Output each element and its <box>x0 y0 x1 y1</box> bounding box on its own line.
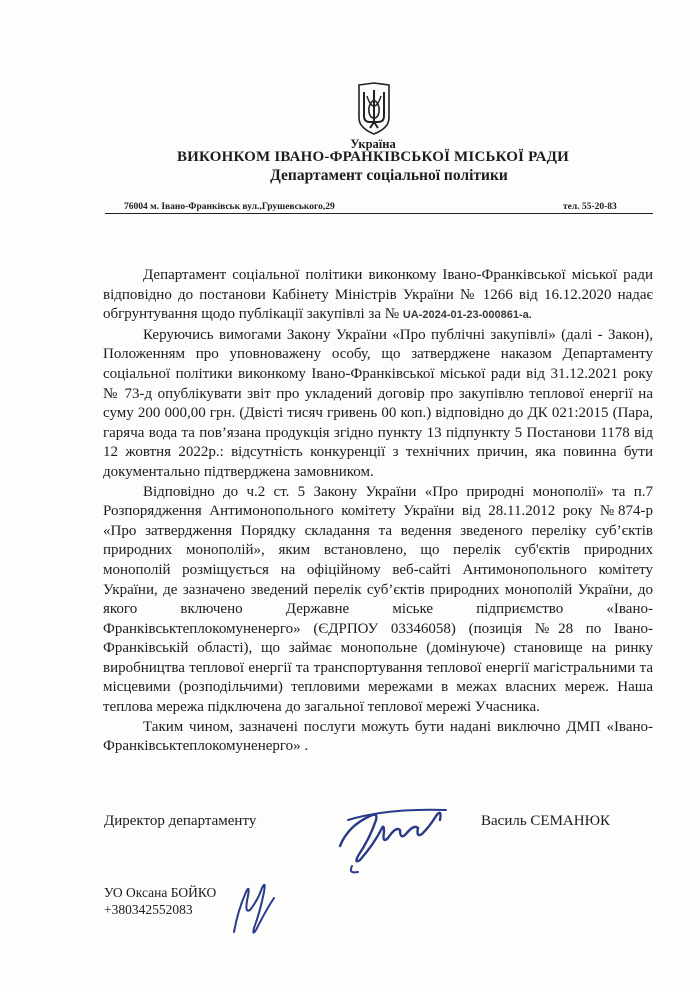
letter-body <box>103 266 653 757</box>
director-signature <box>318 786 458 886</box>
procurement-id: UA-2024-01-23-000861-a. <box>402 309 532 322</box>
paragraph-2: Керуючись вимогами Закону України «Про публічні закупівлі» (далі - Закон), Положенням про уповноважену особу, що затверджене наказом Департаменту соціальної політики виконкому Івано-Франківської міської ради від 31.12.2021 року № 73-д опублікувати звіт про укладений договір про закупівлю теплової енергії на суму 200 000,00 грн. (Двісті тисяч гривень 00 коп.) відповідно до ДК 021:2015 (Пара, гаряча вода та пов’язана продукція згідно пункту 13 підпункту 5 Постанови 1178 від 12 жовтня 2022р.: відсутність конкуренції з технічних причин, яка повинна бути документально підтверджена замовником. <box>103 326 653 480</box>
trident-emblem-icon <box>356 82 392 136</box>
department-name: Департамент соціальної політики <box>270 167 508 184</box>
organization-name: ВИКОНКОМ ІВАНО-ФРАНКІВСЬКОЇ МІСЬКОЇ РАДИ <box>176 149 570 165</box>
paragraph-1 <box>103 266 653 326</box>
phone: тел. 55-20-83 <box>563 202 617 212</box>
paragraph-1-text: Департамент соціальної політики виконкому Івано-Франківської міської ради відповідно до постанови Кабінету Міністрів України № 1266 від 16.12.2020 надає обгрунтування щодо публікації закупівлі за № <box>103 267 653 323</box>
header-divider <box>105 213 653 214</box>
executor-phone: +380342552083 <box>104 902 193 917</box>
paragraph-3: Відповідно до ч.2 ст. 5 Закону України «Про природні монополії» та п.7 Розпорядження Антимонопольного комітету України від 28.11.2012 року №874-р «Про затвердження Порядку складання та ведення зведеного переліку суб’єктів природних монополій», яким встановлено, що перелік суб'єктів природних монополій розміщується на офіційному веб-сайті Антимонопольного комітету України, де зазначено зведений перелік суб’єктів природних монополій України, до якого включено Державне міське підприємство «Івано-Франківськтеплокомуненерго» (ЄДРПОУ 03346058) (позиція №28 по Івано-Франківській області), що займає монопольне (домінуюче) становище на ринку виробництва теплової енергії та транспортування теплової енергії магістральними та місцевими (розподільчими) тепловими мережами в межах власних мереж. Наша теплова мережа підключена до загальної теплової мережі Учасника. <box>103 483 653 716</box>
paragraph-4: Таким чином, зазначені послуги можуть бути надані виключно ДМП «Івано-Франківськтеплокомуненерго» . <box>103 718 653 755</box>
signatory-title: Директор департаменту <box>104 813 257 829</box>
signatory-name: Василь СЕМАНЮК <box>481 813 611 829</box>
country-name: Україна <box>350 137 396 151</box>
executor-initials <box>222 870 282 942</box>
address: 76004 м. Івано-Франківськ вул.,Грушевського,29 <box>124 202 335 212</box>
executor-name: УО Оксана БОЙКО <box>104 885 217 900</box>
